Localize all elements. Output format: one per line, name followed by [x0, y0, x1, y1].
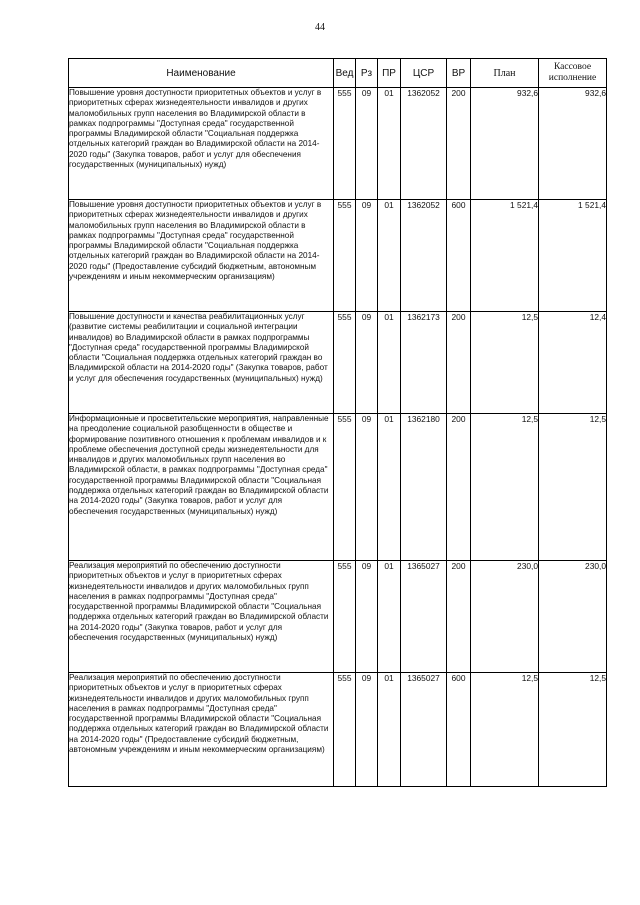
row-plan: 12,5 [471, 312, 539, 414]
header-rz: Рз [356, 59, 378, 88]
page-number: 44 [315, 22, 325, 33]
row-plan: 932,6 [471, 88, 539, 200]
row-vr: 600 [447, 200, 471, 312]
header-name: Наименование [69, 59, 334, 88]
row-cash: 1 521,4 [539, 200, 607, 312]
row-ved: 555 [334, 561, 356, 673]
row-csr: 1362052 [401, 88, 447, 200]
header-plan: План [471, 59, 539, 88]
row-pr: 01 [378, 561, 401, 673]
row-csr: 1362173 [401, 312, 447, 414]
row-name: Реализация мероприятий по обеспечению доступности приоритетных объектов и услуг в приоритетных сферах жизнедеятельности инвалидов и других маломобильных групп населения в рамках подпрограммы "Доступная среда" государственной программы Владимирской области "Социальная поддержка отдельных категорий граждан во Владимирской области на 2014-2020 годы" (Предоставление субсидий бюджетным, автономным учреждениям и иным некоммерческим организациям) [69, 673, 334, 787]
table-row [69, 312, 607, 414]
row-plan: 230,0 [471, 561, 539, 673]
table-row [69, 673, 607, 787]
row-cash: 932,6 [539, 88, 607, 200]
row-plan: 12,5 [471, 673, 539, 787]
row-cash: 230,0 [539, 561, 607, 673]
header-ved: Вед [334, 59, 356, 88]
row-rz: 09 [356, 673, 378, 787]
table-row [69, 561, 607, 673]
row-name: Повышение уровня доступности приоритетных объектов и услуг в приоритетных сферах жизнедеятельности инвалидов и других маломобильных групп населения во Владимирской области в рамках подпрограммы "Доступная среда" государственной программы Владимирской области "Социальная поддержка отдельных категорий граждан во Владимирской области на 2014-2020 годы" (Предоставление субсидий бюджетным, автономным учреждениям и иным некоммерческим организациям) [69, 200, 334, 312]
row-pr: 01 [378, 88, 401, 200]
header-vr: ВР [447, 59, 471, 88]
row-pr: 01 [378, 414, 401, 561]
row-csr: 1362180 [401, 414, 447, 561]
row-ved: 555 [334, 200, 356, 312]
row-ved: 555 [334, 414, 356, 561]
row-name: Повышение уровня доступности приоритетных объектов и услуг в приоритетных сферах жизнедеятельности инвалидов и других маломобильных групп населения во Владимирской области в рамках подпрограммы "Доступная среда" государственной программы Владимирской области "Социальная поддержка отдельных категорий граждан во Владимирской области на 2014-2020 годы" (Закупка товаров, работ и услуг для обеспечения государственных (муниципальных) нужд) [69, 88, 334, 200]
row-cash: 12,4 [539, 312, 607, 414]
row-rz: 09 [356, 414, 378, 561]
row-plan: 12,5 [471, 414, 539, 561]
table-row [69, 414, 607, 561]
row-csr: 1365027 [401, 561, 447, 673]
table-row [69, 88, 607, 200]
row-ved: 555 [334, 673, 356, 787]
row-rz: 09 [356, 561, 378, 673]
row-plan: 1 521,4 [471, 200, 539, 312]
row-csr: 1362052 [401, 200, 447, 312]
row-cash: 12,5 [539, 673, 607, 787]
row-cash: 12,5 [539, 414, 607, 561]
row-csr: 1365027 [401, 673, 447, 787]
row-pr: 01 [378, 200, 401, 312]
row-ved: 555 [334, 312, 356, 414]
row-name: Реализация мероприятий по обеспечению доступности приоритетных объектов и услуг в приоритетных сферах жизнедеятельности инвалидов и других маломобильных групп населения в рамках подпрограммы "Доступная среда" государственной программы Владимирской области "Социальная поддержка отдельных категорий граждан во Владимирской области на 2014-2020 годы" (Закупка товаров, работ и услуг для обеспечения государственных (муниципальных) нужд) [69, 561, 334, 673]
row-vr: 600 [447, 673, 471, 787]
row-rz: 09 [356, 200, 378, 312]
row-name: Информационные и просветительские мероприятия, направленные на преодоление социальной разобщенности в обществе и формирование позитивного отношения к проблемам инвалидов и к проблеме обеспечения доступной среды жизнедеятельности для инвалидов и других маломобильных групп населения во Владимирской области, в рамках подпрограммы "Доступная среда" государственной программы Владимирской области "Социальная поддержка отдельных категорий граждан во Владимирской области на 2014-2020 годы" (Закупка товаров, работ и услуг для обеспечения государственных (муниципальных) нужд) [69, 414, 334, 561]
row-vr: 200 [447, 561, 471, 673]
row-vr: 200 [447, 88, 471, 200]
header-cash: Кассовое исполнение [539, 59, 607, 88]
budget-table [68, 58, 607, 787]
table-header-row [69, 59, 607, 88]
row-pr: 01 [378, 673, 401, 787]
header-pr: ПР [378, 59, 401, 88]
row-vr: 200 [447, 414, 471, 561]
table-row [69, 200, 607, 312]
header-csr: ЦСР [401, 59, 447, 88]
row-ved: 555 [334, 88, 356, 200]
row-name: Повышение доступности и качества реабилитационных услуг (развитие системы реабилитации и социальной интеграции инвалидов) во Владимирской области в рамках подпрограммы "Доступная среда" государственной программы Владимирской области "Социальная поддержка отдельных категорий граждан во Владимирской области на 2014-2020 годы" (Закупка товаров, работ и услуг для обеспечения государственных (муниципальных) нужд) [69, 312, 334, 414]
row-rz: 09 [356, 88, 378, 200]
row-vr: 200 [447, 312, 471, 414]
row-rz: 09 [356, 312, 378, 414]
row-pr: 01 [378, 312, 401, 414]
